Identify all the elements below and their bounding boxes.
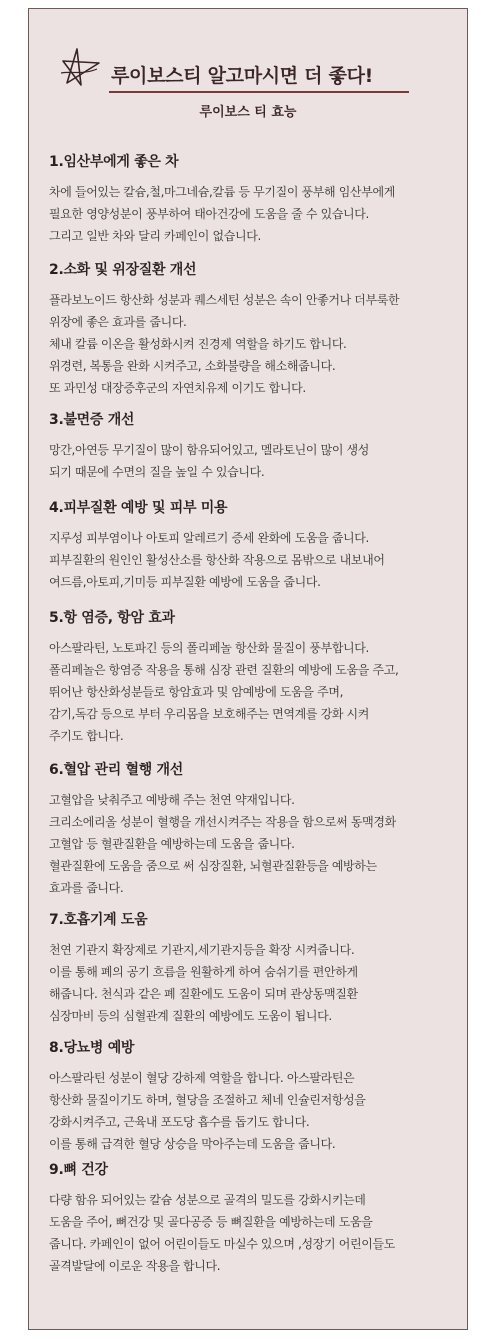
section-text-line: 크리소에리올 성분이 혈행을 개선시켜주는 작용을 함으로써 동맥경화 [49, 815, 396, 829]
section-text-line: 골격발달에 이로운 작용을 합니다. [49, 1259, 221, 1273]
section-text-line: 체내 칼륨 이온을 활성화시켜 진경제 역할을 하기도 합니다. [49, 337, 347, 351]
section-text-line: 강화시켜주고, 근육내 포도당 흡수를 돕기도 합니다. [49, 1115, 310, 1129]
section-text-line: 감기,독감 등으로 부터 우리몸을 보호해주는 면역계를 강화 시켜 [49, 707, 370, 721]
section-title: 4.피부질환 예방 및 피부 미용 [49, 500, 228, 516]
section-text-line: 도움을 주어, 뼈건강 및 골다공증 등 뼈질환을 예방하는데 도움을 [49, 1215, 373, 1229]
section-text-line: 다량 함유 되어있는 칼슘 성분으로 골격의 밀도를 강화시키는데 [49, 1193, 366, 1207]
section-text-line: 심장마비 등의 심혈관계 질환의 예방에도 도움이 됩니다. [49, 1009, 332, 1023]
section-text-line: 줍니다. 카페인이 없어 어린이들도 마실수 있으며 ,성장기 어린이들도 [49, 1237, 395, 1251]
section-text-line: 플라보노이드 항산화 성분과 퀘스세틴 성분은 속이 안좋거나 더부룩한 [49, 293, 400, 307]
section-text-line: 필요한 영양성분이 풍부하여 태아건강에 도움을 줄 수 있습니다. [49, 207, 370, 221]
section-title: 6.혈압 관리 혈행 개선 [49, 762, 183, 778]
section-text-line: 위장에 좋은 효과를 줍니다. [49, 315, 187, 329]
section-blood-pressure [49, 759, 459, 899]
section-text-line: 아스팔라틴, 노토파긴 등의 폴리페놀 항산화 물질이 풍부합니다. [49, 641, 370, 655]
section-text-line: 망간,아연등 무기질이 많이 함유되어있고, 멜라토닌이 많이 생성 [49, 443, 370, 457]
section-text-line: 해줍니다. 천식과 같은 폐 질환에도 도움이 되며 관상동맥질환 [49, 987, 358, 1001]
section-insomnia [49, 409, 459, 483]
section-skin [49, 497, 459, 593]
section-text-line: 고혈압을 낮춰주고 예방해 주는 천연 약재입니다. [49, 793, 295, 807]
section-text-line: 천연 기관지 확장제로 기관지,세기관지등을 확장 시켜줍니다. [49, 943, 355, 957]
section-text-line: 주기도 합니다. [49, 729, 124, 743]
section-title: 3.불면증 개선 [49, 412, 135, 428]
section-text-line: 혈관질환에 도움을 줌으로 써 심장질환, 뇌혈관질환등을 예방하는 [49, 859, 377, 873]
section-text-line: 폴리페놀은 항염증 작용을 통해 심장 관련 질환의 예방에 도움을 주고, [49, 663, 399, 677]
section-text-line: 그리고 일반 차와 달리 카페인이 없습니다. [49, 229, 261, 243]
section-text-line: 여드름,아토피,기미등 피부질환 예방에 도움을 줍니다. [49, 575, 321, 589]
sections-container [29, 9, 467, 1329]
section-bone-health [49, 1159, 459, 1277]
section-text-line: 뛰어난 항산화성분들로 항암효과 및 암예방에 도움을 주며, [49, 685, 344, 699]
page-title: 루이보스티 알고마시면 더 좋다! [111, 65, 374, 87]
section-text-line: 효과를 줍니다. [49, 881, 124, 895]
section-title: 2.소화 및 위장질환 개선 [49, 262, 197, 278]
section-text-line: 또 과민성 대장증후군의 자연치유제 이기도 합니다. [49, 381, 306, 395]
section-text-line: 항산화 물질이기도 하며, 혈당을 조절하고 체네 인슐린저항성을 [49, 1093, 366, 1107]
section-text-line: 이를 통해 급격한 혈당 상승을 막아주는데 도움을 줍니다. [49, 1137, 336, 1151]
section-text-line: 차에 들어있는 칼슘,철,마그네슘,칼륨 등 무기질이 풍부해 임산부에게 [49, 185, 395, 199]
section-digestion [49, 259, 459, 399]
section-pregnancy [49, 151, 459, 247]
section-text-line: 지루성 피부염이나 아토피 알레르기 증세 완화에 도움을 줍니다. [49, 531, 370, 545]
section-anti-cancer [49, 607, 459, 747]
section-text-line: 위경련, 복통을 완화 시켜주고, 소화불량을 해소해줍니다. [49, 359, 336, 373]
section-title: 8.당뇨병 예방 [49, 1040, 135, 1056]
section-text-line: 피부질환의 원인인 활성산소를 항산화 작용으로 몸밖으로 내보내어 [49, 553, 385, 567]
section-title: 5.항 염증, 항암 효과 [49, 610, 175, 626]
section-title: 7.호흡기계 도움 [49, 912, 148, 928]
section-title: 1.임산부에게 좋은 차 [49, 154, 179, 170]
section-diabetes [49, 1037, 459, 1155]
section-text-line: 되기 때문에 수면의 질을 높일 수 있습니다. [49, 465, 265, 479]
section-text-line: 이를 통해 폐의 공기 흐름을 원활하게 하여 숨쉬기를 편안하게 [49, 965, 358, 979]
section-title: 9.뼈 건강 [49, 1162, 108, 1178]
page-subtitle: 루이보스 티 효능 [199, 105, 297, 120]
section-text-line: 아스팔라틴 성분이 혈당 강하제 역할을 합니다. 아스팔라틴은 [49, 1071, 355, 1085]
section-text-line: 고혈압 등 혈관질환을 예방하는데 도움을 줍니다. [49, 837, 295, 851]
info-card [28, 8, 468, 1330]
section-respiratory [49, 909, 459, 1027]
